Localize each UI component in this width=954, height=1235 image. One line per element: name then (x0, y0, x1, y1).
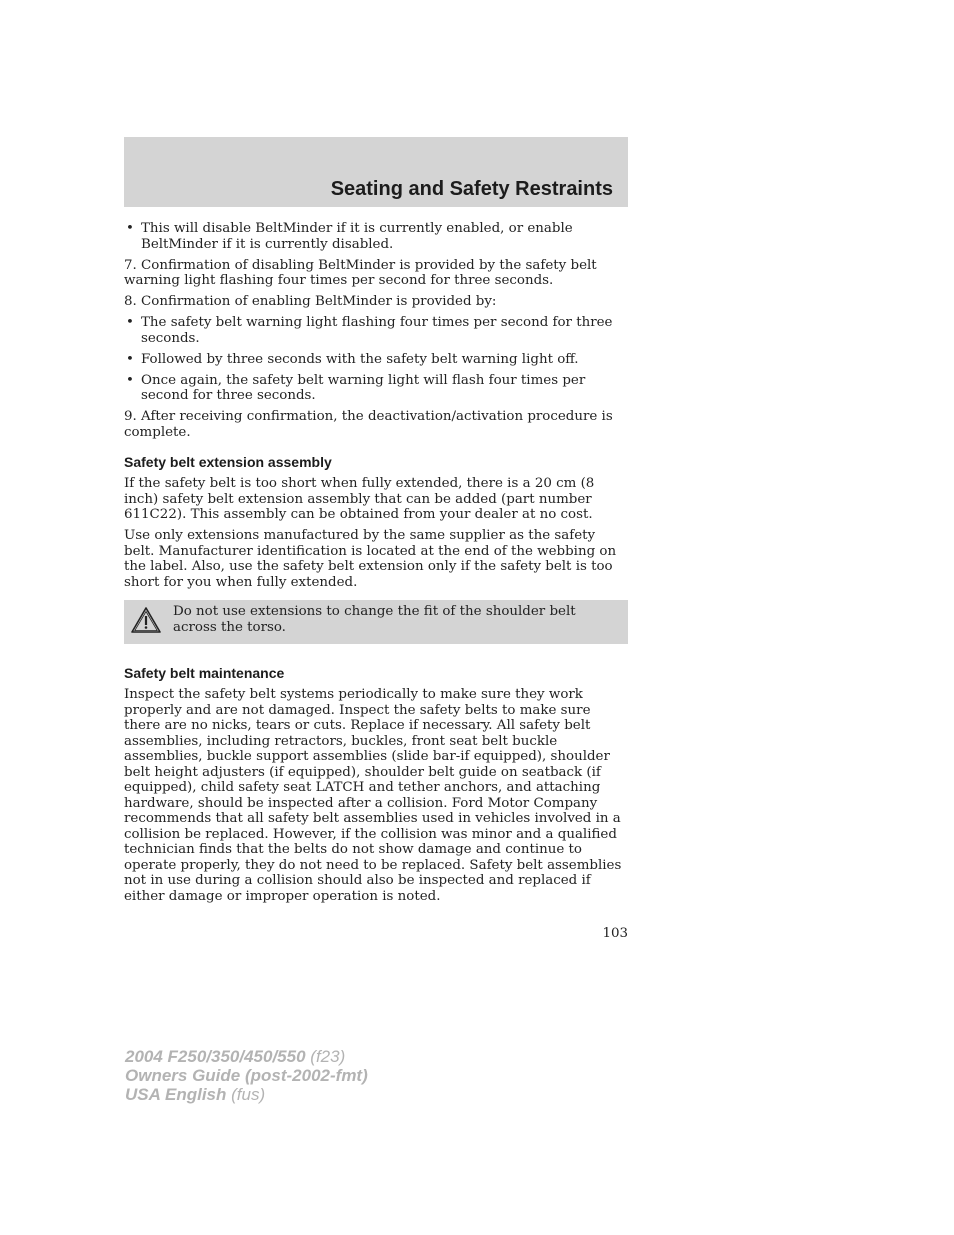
footer-line-3 (125, 1085, 368, 1104)
step-7-paragraph: 7. Confirmation of disabling BeltMinder is provided by the safety belt warning light flashing four times per second for three seconds. (124, 257, 597, 288)
bullet-text: The safety belt warning light flashing four times per second for three seconds. (141, 315, 613, 346)
extension-paragraph-1: If the safety belt is too short when fully extended, there is a 20 cm (8 inch) safety belt extension assembly that can be added (part number 611C22). This assembly can be obtained from your dealer at no cost. (124, 476, 595, 522)
bullet-text: Followed by three seconds with the safety belt warning light off. (141, 351, 579, 367)
bullet-item (124, 315, 628, 346)
step-8-paragraph: 8. Confirmation of enabling BeltMinder is provided by: (124, 294, 497, 309)
bullet-marker: • (126, 351, 134, 367)
bullet-text: This will disable BeltMinder if it is currently enabled, or enable BeltMinder if it is currently disabled. (141, 221, 573, 252)
bullet-marker: • (126, 221, 134, 236)
maintenance-paragraph: Inspect the safety belt systems periodically to make sure they work properly and are not damaged. Inspect the safety belts to make sure there are no nicks, tears or cuts. Replace if necessary. All safety belt assemblies, including retractors, buckles, front seat belt buckle assemblies, buckle support assemblies (slide bar-if equipped), shoulder belt height adjusters (if equipped), shoulder belt guide on seatback (if equipped), child safety seat LATCH and tether anchors, and attaching hardware, should be inspected after a collision. Ford Motor Company recommends that all safety belt assemblies used in vehicles involved in a collision be replaced. However, if the collision was minor and a qualified technician finds that the belts do not show damage and continue to operate properly, they do not need to be replaced. Safety belt assemblies not in use during a collision should also be inspected and replaced if either damage or improper operation is noted. (124, 687, 622, 904)
footer-language-code: (fus) (231, 1085, 266, 1104)
footer-model: 2004 F250/350/450/550 (125, 1047, 306, 1066)
page-number: 103 (602, 926, 628, 941)
document-footer (125, 1047, 368, 1104)
bullet-item (124, 221, 628, 252)
bullet-text: Once again, the safety belt warning light will flash four times per second for three seconds. (141, 372, 586, 403)
footer-line-2: Owners Guide (post-2002-fmt) (125, 1066, 368, 1085)
bullet-item (124, 352, 628, 368)
extension-assembly-heading: Safety belt extension assembly (124, 454, 332, 470)
bullet-marker: • (126, 372, 134, 388)
extension-paragraph-2: Use only extensions manufactured by the same supplier as the safety belt. Manufacturer identification is located at the end of the webbing on the label. Also, use the safety belt extension only if the safety belt is too short for you when fully extended. (124, 528, 617, 590)
footer-line-1 (125, 1047, 368, 1066)
maintenance-heading: Safety belt maintenance (124, 665, 285, 681)
warning-text: Do not use extensions to change the fit of the shoulder belt across the torso. (173, 604, 576, 635)
step-9-paragraph: 9. After receiving confirmation, the deactivation/activation procedure is complete. (124, 409, 613, 440)
bullet-item (124, 373, 628, 404)
section-title: Seating and Safety Restraints (330, 178, 613, 200)
page-body (124, 221, 628, 910)
bullet-marker: • (126, 315, 134, 330)
warning-box (124, 600, 628, 644)
section-header-band (124, 137, 628, 207)
warning-triangle-icon (130, 606, 162, 634)
footer-language: USA English (125, 1085, 227, 1104)
footer-model-code: (f23) (310, 1047, 346, 1066)
